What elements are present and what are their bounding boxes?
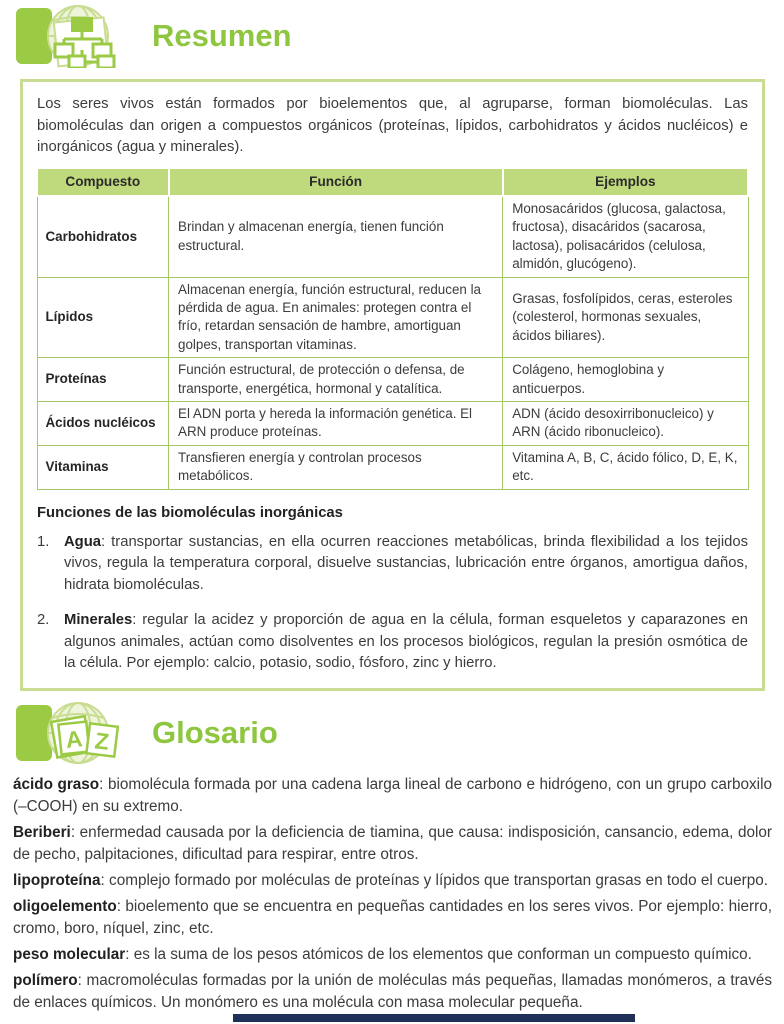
glosario-icon (14, 701, 136, 765)
table-row-carbohidratos (37, 196, 748, 277)
cell-ejemplos: Colágeno, hemoglobina y anticuerpos. (503, 358, 748, 402)
globe-orgchart-icon (14, 4, 136, 68)
row-label: Ácidos nucléicos (37, 401, 169, 445)
resumen-title: Resumen (152, 18, 292, 53)
row-label: Lípidos (37, 277, 169, 358)
glosario-header (0, 697, 784, 765)
glossary-list (13, 774, 772, 1014)
list-definition: : transportar sustancias, en ella ocurren reacciones metabólicas, brinda flexibilidad a los tejidos vivos, regula la temperatura corporal, disuelve sustancias, lubricación entre órganos, amortigua daños, hidrata biomoléculas. (64, 533, 748, 593)
glossary-definition: : complejo formado por moléculas de proteínas y lípidos que transportan grasas en todo el cuerpo. (100, 871, 769, 889)
table-row-vitaminas (37, 445, 748, 489)
list-definition: : regular la acidez y proporción de agua en la célula, forman esqueletos y caparazones en algunos animales, actúan como disolventes en los procesos biológicos, regulan la presión osmótica de la célula. Por ejemplo: calcio, potasio, sodio, fósforo, zinc y hierro. (64, 612, 748, 672)
cell-ejemplos: Vitamina A, B, C, ácido fólico, D, E, K, etc. (503, 445, 748, 489)
table-row-proteinas (37, 358, 748, 402)
glossary-term: polímero (13, 971, 78, 989)
cell-funcion: Almacenan energía, función estructural, reducen la pérdida de agua. En animales: protegen contra el frío, retardan sensación de hambre, amortiguan golpes, transportan vitaminas. (169, 277, 503, 358)
glossary-term: peso molecular (13, 945, 126, 963)
cell-ejemplos: ADN (ácido desoxirribonucleico) y ARN (ácido ribonucleico). (503, 401, 748, 445)
list-item-text (64, 532, 748, 597)
resumen-box (20, 79, 765, 691)
glossary-entry-oligoelemento (13, 896, 772, 940)
glossary-entry-beriberi (13, 822, 772, 866)
list-item-text (64, 610, 748, 675)
glossary-definition: : macromoléculas formadas por la unión de moléculas más pequeñas, llamadas monómeros, a través de enlaces químicos. Un monómero es una molécula con masa molecular pequeña. (13, 971, 772, 1011)
glossary-term: oligoelemento (13, 897, 117, 915)
biomolecules-table (36, 167, 749, 490)
glossary-definition: : enfermedad causada por la deficiencia de tiamina, que causa: indisposición, cansancio, edema, dolor de pecho, palpitaciones, dificultad para respirar, entre otros. (13, 823, 772, 863)
intro-paragraph: Los seres vivos están formados por bioelementos que, al agruparse, forman biomoléculas. Las biomoléculas dan origen a compuestos orgánicos (proteínas, lípidos, carbohidratos y ácidos nucléicos) e inorgánicos (agua y minerales). (37, 96, 748, 155)
cell-funcion: Transfieren energía y controlan procesos metabólicos. (169, 445, 503, 489)
row-label: Carbohidratos (37, 196, 169, 277)
glossary-term: Beriberi (13, 823, 71, 841)
col-header-ejemplos: Ejemplos (503, 168, 748, 196)
list-term: Minerales (64, 612, 133, 629)
glossary-entry-peso-molecular (13, 944, 772, 966)
table-header-row (37, 168, 748, 196)
glossary-definition: : es la suma de los pesos atómicos de los elementos que conforman un compuesto químico. (125, 945, 752, 963)
list-number: 1. (37, 533, 50, 550)
list-number: 2. (37, 612, 50, 629)
list-item-minerales (37, 610, 748, 675)
letter-a-box (58, 721, 89, 754)
cell-funcion: El ADN porta y hereda la información genética. El ARN produce proteínas. (169, 401, 503, 445)
table-row-lipidos (37, 277, 748, 358)
cell-funcion: Brindan y almacenan energía, tienen función estructural. (169, 196, 503, 277)
cell-ejemplos: Grasas, fosfolípidos, ceras, esteroles (colesterol, hormonas sexuales, ácidos biliares). (503, 277, 748, 358)
glossary-definition: : biomolécula formada por una cadena larga lineal de carbono e hidrógeno, con un grupo carboxilo (–COOH) en su extremo. (13, 775, 772, 815)
globe-az-icon (14, 701, 136, 765)
table-row-acidos-nucleicos (37, 401, 748, 445)
letter-a: A (64, 724, 84, 753)
glosario-title: Glosario (152, 714, 278, 750)
col-header-funcion: Función (169, 168, 503, 196)
list-item-agua (37, 532, 748, 597)
letter-z-box (86, 723, 117, 756)
glossary-entry-lipoproteina (13, 870, 772, 892)
resumen-header (0, 0, 784, 68)
list-term: Agua (64, 533, 101, 550)
cutoff-section-bar (233, 1014, 635, 1022)
cell-ejemplos: Monosacáridos (glucosa, galactosa, fructosa), disacáridos (sacarosa, lactosa), polisacáridos (celulosa, almidón, glucógeno). (503, 196, 748, 277)
inorganic-heading: Funciones de las biomoléculas inorgánicas (37, 504, 343, 521)
glossary-entry-polimero (13, 970, 772, 1014)
glossary-term: lipoproteína (13, 871, 101, 889)
row-label: Proteínas (37, 358, 169, 402)
glossary-definition: : bioelemento que se encuentra en pequeñas cantidades en los seres vivos. Por ejemplo: hierro, cromo, boro, níquel, zinc, etc. (13, 897, 772, 937)
glossary-term: ácido graso (13, 775, 100, 793)
row-label: Vitaminas (37, 445, 169, 489)
letter-z: Z (93, 726, 111, 755)
cell-funcion: Función estructural, de protección o defensa, de transporte, energética, hormonal y catalítica. (169, 358, 503, 402)
col-header-compuesto: Compuesto (37, 168, 169, 196)
glossary-entry-acido-graso (13, 774, 772, 818)
resumen-icon (14, 4, 136, 68)
